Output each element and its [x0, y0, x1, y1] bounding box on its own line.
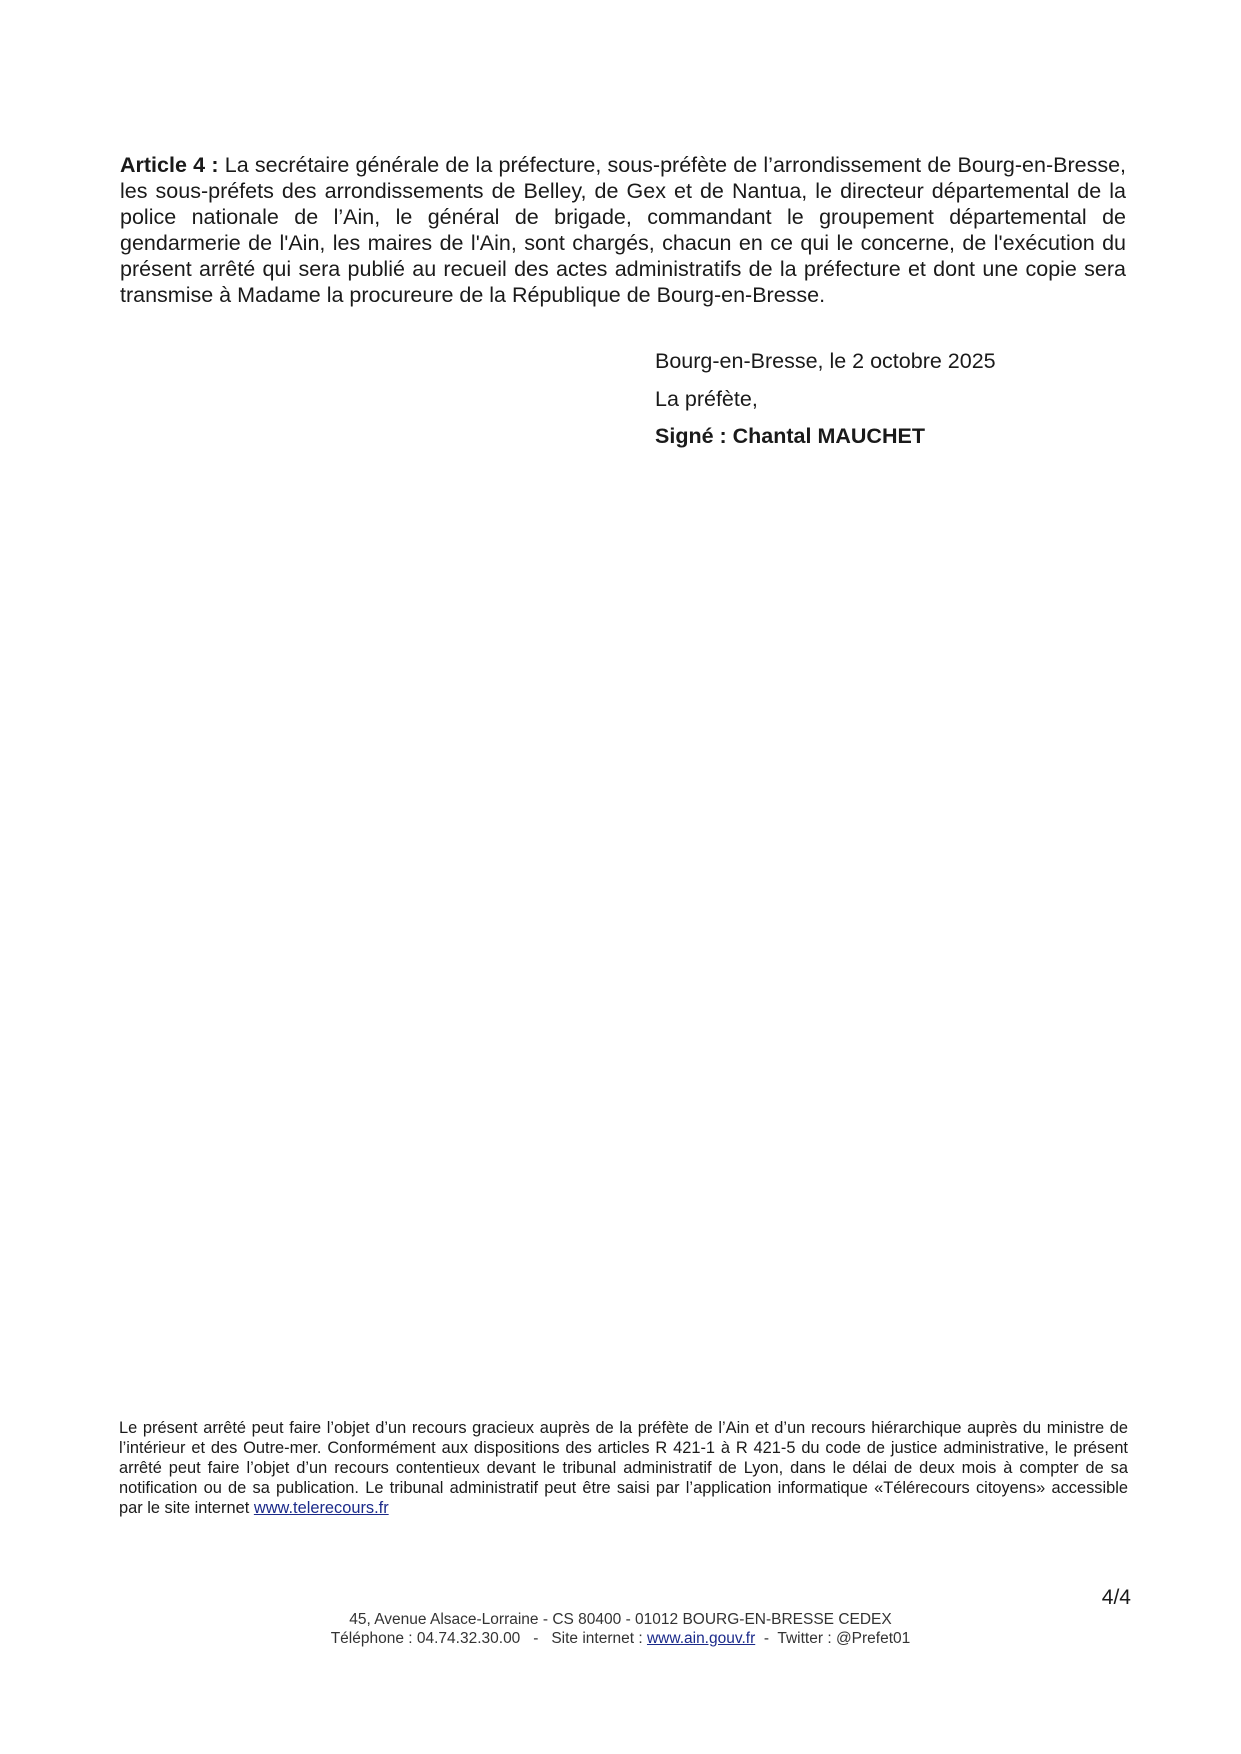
footer-contact: [0, 1629, 1241, 1649]
legal-notice-text: Le présent arrêté peut faire l’objet d’un recours gracieux auprès de la préfète de l’Ain et d’un recours hiérarchique auprès du ministre de l’intérieur et des Outre-mer. Conformément aux dispositions des articles R 421-1 à R 421-5 du code de justice administrative, le présent arrêté peut faire l’objet d’un recours contentieux devant le tribunal administratif de Lyon, dans le délai de deux mois à compter de sa notification ou de sa publication. Le tribunal administratif peut être saisi par l’application informatique «Télérecours citoyens» accessible par le site internet: [119, 1419, 1128, 1517]
footer-site-label: Site internet :: [551, 1630, 643, 1647]
ain-gouv-link[interactable]: www.ain.gouv.fr: [646, 1630, 756, 1647]
footer-separator-2: -: [763, 1630, 770, 1647]
footer-phone: Téléphone : 04.74.32.30.00: [330, 1630, 521, 1647]
page-number: 4/4: [1101, 1586, 1131, 1609]
signature-name: Signé : Chantal MAUCHET: [655, 424, 925, 448]
article-heading: Article 4 :: [120, 153, 219, 177]
signature-role: La préfète,: [655, 387, 758, 411]
signature-place-date: Bourg-en-Bresse, le 2 octobre 2025: [655, 349, 996, 373]
footer-address: 45, Avenue Alsace-Lorraine - CS 80400 - 01012 BOURG-EN-BRESSE CEDEX: [349, 1611, 892, 1628]
legal-notice: [119, 1418, 1128, 1518]
footer-twitter: Twitter : @Prefet01: [777, 1630, 911, 1647]
article-text: La secrétaire générale de la préfecture, sous-préfète de l’arrondissement de Bourg-en-Bresse, les sous-préfets des arrondissements de Belley, de Gex et de Nantua, le directeur départemental de la police nationale de l’Ain, le général de brigade, commandant le groupement départemental de gendarmerie de l'Ain, les maires de l'Ain, sont chargés, chacun en ce qui le concerne, de l'exécution du présent arrêté qui sera publié au recueil des actes administratifs de la préfecture et dont une copie sera transmise à Madame la procureure de la République de Bourg-en-Bresse.: [120, 153, 1126, 307]
article-4-paragraph: [120, 152, 1126, 308]
telerecours-link[interactable]: www.telerecours.fr: [253, 1499, 389, 1517]
footer-separator-1: -: [533, 1630, 539, 1647]
